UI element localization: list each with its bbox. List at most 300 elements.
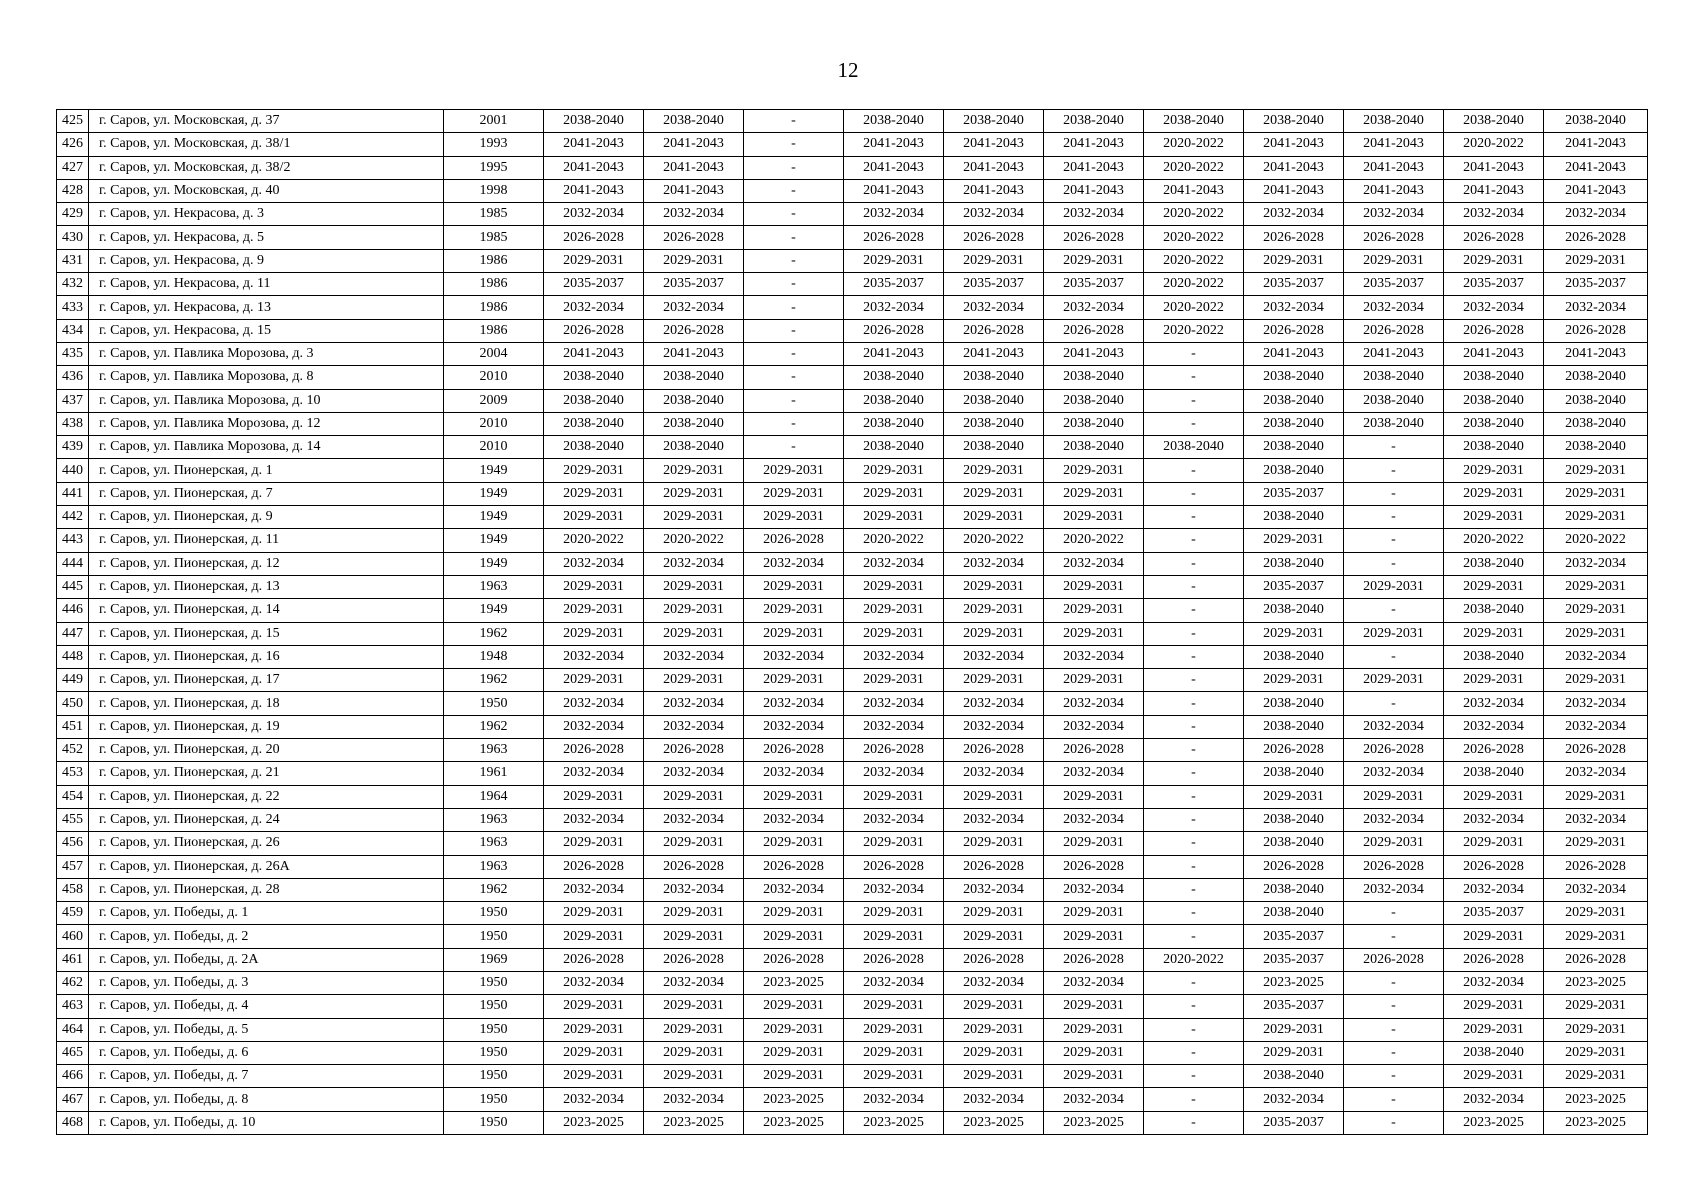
period-cell: -	[744, 249, 844, 272]
period-cell: 2035-2037	[1244, 948, 1344, 971]
period-cell: 2032-2034	[844, 762, 944, 785]
period-cell: 2032-2034	[1544, 878, 1648, 901]
period-cell: 2038-2040	[1244, 645, 1344, 668]
period-cell: 2032-2034	[644, 762, 744, 785]
address-cell: г. Саров, ул. Победы, д. 10	[89, 1111, 444, 1134]
table-row	[57, 552, 1648, 575]
period-cell: 2029-2031	[944, 995, 1044, 1018]
row-number-cell: 427	[57, 156, 89, 179]
period-cell: 2029-2031	[644, 785, 744, 808]
period-cell: 2029-2031	[544, 575, 644, 598]
address-cell: г. Саров, ул. Победы, д. 1	[89, 902, 444, 925]
period-cell: 2023-2025	[1544, 971, 1648, 994]
period-cell: -	[744, 436, 844, 459]
period-cell: 2038-2040	[1344, 389, 1444, 412]
table-row	[57, 645, 1648, 668]
period-cell: 2029-2031	[944, 622, 1044, 645]
period-cell: 2041-2043	[844, 342, 944, 365]
period-cell: 2041-2043	[544, 156, 644, 179]
period-cell: 2038-2040	[1544, 436, 1648, 459]
address-cell: г. Саров, ул. Пионерская, д. 20	[89, 739, 444, 762]
period-cell: 2035-2037	[1544, 273, 1648, 296]
period-cell: 2038-2040	[944, 366, 1044, 389]
period-cell: 2029-2031	[1344, 785, 1444, 808]
period-cell: 2038-2040	[844, 110, 944, 133]
period-cell: 2038-2040	[1444, 389, 1544, 412]
page-number: 12	[837, 58, 859, 82]
period-cell: 2038-2040	[944, 389, 1044, 412]
period-cell: 2029-2031	[844, 925, 944, 948]
period-cell: -	[1344, 506, 1444, 529]
row-number-cell: 438	[57, 412, 89, 435]
year-cell: 1995	[444, 156, 544, 179]
period-cell: 2032-2034	[944, 645, 1044, 668]
period-cell: -	[1144, 412, 1244, 435]
table-row	[57, 203, 1648, 226]
period-cell: 2029-2031	[744, 1018, 844, 1041]
period-cell: 2029-2031	[844, 1041, 944, 1064]
period-cell: 2029-2031	[1544, 482, 1648, 505]
period-cell: 2035-2037	[1244, 995, 1344, 1018]
period-cell: -	[1144, 529, 1244, 552]
period-cell: 2026-2028	[1344, 739, 1444, 762]
period-cell: 2029-2031	[1444, 249, 1544, 272]
row-number-cell: 468	[57, 1111, 89, 1134]
period-cell: 2032-2034	[544, 203, 644, 226]
period-cell: 2038-2040	[1444, 366, 1544, 389]
period-cell: 2032-2034	[944, 808, 1044, 831]
table-row	[57, 925, 1648, 948]
period-cell: 2029-2031	[1044, 599, 1144, 622]
period-cell: -	[1144, 715, 1244, 738]
address-cell: г. Саров, ул. Пионерская, д. 26А	[89, 855, 444, 878]
address-cell: г. Саров, ул. Пионерская, д. 22	[89, 785, 444, 808]
row-number-cell: 452	[57, 739, 89, 762]
period-cell: 2026-2028	[1444, 855, 1544, 878]
year-cell: 1963	[444, 739, 544, 762]
period-cell: 2038-2040	[844, 389, 944, 412]
period-cell: 2032-2034	[1544, 762, 1648, 785]
row-number-cell: 434	[57, 319, 89, 342]
period-cell: 2032-2034	[744, 552, 844, 575]
table-row	[57, 971, 1648, 994]
period-cell: 2029-2031	[644, 482, 744, 505]
period-cell: 2020-2022	[1144, 203, 1244, 226]
period-cell: 2029-2031	[644, 1018, 744, 1041]
period-cell: 2029-2031	[1244, 1018, 1344, 1041]
period-cell: 2038-2040	[544, 366, 644, 389]
period-cell: 2032-2034	[544, 645, 644, 668]
row-number-cell: 446	[57, 599, 89, 622]
period-cell: 2038-2040	[1244, 902, 1344, 925]
period-cell: 2032-2034	[744, 645, 844, 668]
period-cell: 2029-2031	[744, 459, 844, 482]
address-cell: г. Саров, ул. Пионерская, д. 17	[89, 669, 444, 692]
period-cell: 2026-2028	[544, 319, 644, 342]
period-cell: 2032-2034	[1044, 715, 1144, 738]
period-cell: 2026-2028	[1044, 855, 1144, 878]
period-cell: 2038-2040	[644, 366, 744, 389]
period-cell: 2041-2043	[1044, 179, 1144, 202]
period-cell: 2029-2031	[1044, 925, 1144, 948]
row-number-cell: 437	[57, 389, 89, 412]
period-cell: 2026-2028	[744, 948, 844, 971]
period-cell: 2032-2034	[1544, 296, 1648, 319]
period-cell: 2041-2043	[644, 179, 744, 202]
period-cell: 2029-2031	[1544, 622, 1648, 645]
period-cell: 2029-2031	[844, 599, 944, 622]
period-cell: 2032-2034	[544, 692, 644, 715]
period-cell: 2026-2028	[744, 529, 844, 552]
period-cell: 2020-2022	[1144, 296, 1244, 319]
year-cell: 2010	[444, 412, 544, 435]
row-number-cell: 466	[57, 1065, 89, 1088]
row-number-cell: 439	[57, 436, 89, 459]
period-cell: 2032-2034	[1044, 645, 1144, 668]
address-cell: г. Саров, ул. Московская, д. 38/2	[89, 156, 444, 179]
period-cell: 2020-2022	[1144, 273, 1244, 296]
period-cell: 2032-2034	[944, 971, 1044, 994]
period-cell: 2032-2034	[844, 203, 944, 226]
year-cell: 2009	[444, 389, 544, 412]
year-cell: 1949	[444, 599, 544, 622]
period-cell: -	[1344, 436, 1444, 459]
period-cell: 2038-2040	[1044, 412, 1144, 435]
period-cell: 2026-2028	[844, 948, 944, 971]
period-cell: 2032-2034	[1544, 645, 1648, 668]
period-cell: 2035-2037	[1244, 482, 1344, 505]
period-cell: 2026-2028	[644, 319, 744, 342]
period-cell: -	[1344, 645, 1444, 668]
period-cell: 2032-2034	[1344, 762, 1444, 785]
period-cell: 2029-2031	[944, 575, 1044, 598]
period-cell: 2029-2031	[944, 482, 1044, 505]
period-cell: 2029-2031	[844, 482, 944, 505]
period-cell: 2035-2037	[1244, 925, 1344, 948]
period-cell: -	[1344, 482, 1444, 505]
row-number-cell: 430	[57, 226, 89, 249]
table-row	[57, 715, 1648, 738]
table-row	[57, 342, 1648, 365]
period-cell: 2041-2043	[544, 342, 644, 365]
period-cell: 2029-2031	[1344, 669, 1444, 692]
period-cell: 2035-2037	[1444, 902, 1544, 925]
period-cell: 2038-2040	[944, 110, 1044, 133]
period-cell: 2029-2031	[844, 832, 944, 855]
period-cell: -	[1344, 692, 1444, 715]
row-number-cell: 435	[57, 342, 89, 365]
table-row	[57, 808, 1648, 831]
period-cell: 2038-2040	[1244, 110, 1344, 133]
period-cell: 2029-2031	[1044, 1018, 1144, 1041]
table-row	[57, 459, 1648, 482]
address-cell: г. Саров, ул. Московская, д. 38/1	[89, 133, 444, 156]
period-cell: 2029-2031	[1544, 459, 1648, 482]
table-row	[57, 1088, 1648, 1111]
period-cell: 2032-2034	[644, 296, 744, 319]
period-cell: 2029-2031	[1544, 506, 1648, 529]
period-cell: -	[1344, 599, 1444, 622]
period-cell: 2041-2043	[1444, 342, 1544, 365]
row-number-cell: 459	[57, 902, 89, 925]
period-cell: 2038-2040	[1544, 110, 1648, 133]
period-cell: 2032-2034	[1044, 1088, 1144, 1111]
row-number-cell: 447	[57, 622, 89, 645]
period-cell: 2029-2031	[1444, 669, 1544, 692]
row-number-cell: 450	[57, 692, 89, 715]
table-row	[57, 1065, 1648, 1088]
table-row	[57, 296, 1648, 319]
period-cell: 2032-2034	[1444, 715, 1544, 738]
period-cell: -	[1344, 1065, 1444, 1088]
period-cell: 2032-2034	[744, 715, 844, 738]
period-cell: 2023-2025	[1044, 1111, 1144, 1134]
period-cell: 2038-2040	[544, 412, 644, 435]
period-cell: 2029-2031	[1244, 785, 1344, 808]
period-cell: 2029-2031	[1244, 529, 1344, 552]
period-cell: 2026-2028	[1544, 739, 1648, 762]
table-row	[57, 739, 1648, 762]
period-cell: 2029-2031	[644, 832, 744, 855]
period-cell: 2026-2028	[544, 855, 644, 878]
row-number-cell: 458	[57, 878, 89, 901]
period-cell: 2032-2034	[1544, 715, 1648, 738]
period-cell: 2023-2025	[1244, 971, 1344, 994]
period-cell: 2026-2028	[744, 855, 844, 878]
period-cell: 2032-2034	[1044, 762, 1144, 785]
period-cell: 2038-2040	[1244, 389, 1344, 412]
year-cell: 1962	[444, 878, 544, 901]
period-cell: 2035-2037	[544, 273, 644, 296]
table-row	[57, 389, 1648, 412]
period-cell: 2029-2031	[744, 785, 844, 808]
period-cell: -	[1144, 971, 1244, 994]
period-cell: -	[1344, 1111, 1444, 1134]
period-cell: 2038-2040	[1244, 599, 1344, 622]
table-row	[57, 1018, 1648, 1041]
row-number-cell: 461	[57, 948, 89, 971]
period-cell: -	[744, 133, 844, 156]
period-cell: 2029-2031	[1544, 1065, 1648, 1088]
period-cell: 2041-2043	[844, 156, 944, 179]
period-cell: 2038-2040	[1144, 436, 1244, 459]
period-cell: -	[1144, 739, 1244, 762]
row-number-cell: 433	[57, 296, 89, 319]
period-cell: -	[1344, 902, 1444, 925]
period-cell: 2029-2031	[644, 575, 744, 598]
period-cell: 2032-2034	[644, 1088, 744, 1111]
period-cell: 2041-2043	[944, 156, 1044, 179]
period-cell: 2026-2028	[1544, 948, 1648, 971]
period-cell: 2026-2028	[644, 226, 744, 249]
period-cell: 2029-2031	[1344, 249, 1444, 272]
period-cell: 2038-2040	[1244, 878, 1344, 901]
period-cell: 2041-2043	[1544, 342, 1648, 365]
year-cell: 1963	[444, 808, 544, 831]
row-number-cell: 463	[57, 995, 89, 1018]
period-cell: 2029-2031	[1044, 995, 1144, 1018]
period-cell: 2041-2043	[944, 342, 1044, 365]
period-cell: 2032-2034	[844, 645, 944, 668]
period-cell: 2026-2028	[744, 739, 844, 762]
year-cell: 1986	[444, 296, 544, 319]
address-cell: г. Саров, ул. Павлика Морозова, д. 10	[89, 389, 444, 412]
period-cell: 2029-2031	[744, 622, 844, 645]
address-cell: г. Саров, ул. Победы, д. 7	[89, 1065, 444, 1088]
period-cell: -	[1144, 366, 1244, 389]
period-cell: 2029-2031	[1544, 1041, 1648, 1064]
period-cell: 2023-2025	[644, 1111, 744, 1134]
period-cell: 2032-2034	[1044, 692, 1144, 715]
period-cell: 2032-2034	[544, 296, 644, 319]
period-cell: 2032-2034	[744, 878, 844, 901]
period-cell: 2029-2031	[1544, 249, 1648, 272]
period-cell: 2023-2025	[944, 1111, 1044, 1134]
period-cell: -	[1144, 459, 1244, 482]
year-cell: 1950	[444, 1088, 544, 1111]
period-cell: -	[1144, 482, 1244, 505]
period-cell: 2026-2028	[1244, 226, 1344, 249]
period-cell: 2032-2034	[644, 552, 744, 575]
period-cell: 2026-2028	[544, 948, 644, 971]
period-cell: 2032-2034	[1344, 203, 1444, 226]
period-cell: 2026-2028	[944, 855, 1044, 878]
table-row	[57, 669, 1648, 692]
period-cell: 2026-2028	[1444, 948, 1544, 971]
period-cell: 2026-2028	[1244, 739, 1344, 762]
period-cell: 2032-2034	[644, 971, 744, 994]
table-row	[57, 995, 1648, 1018]
period-cell: 2032-2034	[944, 203, 1044, 226]
table-row	[57, 1041, 1648, 1064]
period-cell: 2035-2037	[844, 273, 944, 296]
row-number-cell: 449	[57, 669, 89, 692]
period-cell: 2029-2031	[944, 459, 1044, 482]
period-cell: -	[1144, 1041, 1244, 1064]
address-cell: г. Саров, ул. Победы, д. 5	[89, 1018, 444, 1041]
table-row	[57, 110, 1648, 133]
period-cell: 2038-2040	[844, 436, 944, 459]
period-cell: 2038-2040	[1444, 1041, 1544, 1064]
period-cell: 2029-2031	[744, 599, 844, 622]
period-cell: 2029-2031	[744, 995, 844, 1018]
period-cell: 2029-2031	[644, 902, 744, 925]
period-cell: 2020-2022	[1144, 319, 1244, 342]
period-cell: 2038-2040	[1444, 762, 1544, 785]
period-cell: 2026-2028	[1544, 319, 1648, 342]
period-cell: 2038-2040	[1244, 459, 1344, 482]
period-cell: 2032-2034	[844, 552, 944, 575]
row-number-cell: 432	[57, 273, 89, 296]
period-cell: 2029-2031	[1444, 1065, 1544, 1088]
period-cell: 2026-2028	[844, 319, 944, 342]
period-cell: 2041-2043	[644, 133, 744, 156]
period-cell: 2029-2031	[1444, 785, 1544, 808]
row-number-cell: 428	[57, 179, 89, 202]
period-cell: 2029-2031	[844, 622, 944, 645]
period-cell: 2026-2028	[944, 948, 1044, 971]
address-cell: г. Саров, ул. Пионерская, д. 24	[89, 808, 444, 831]
period-cell: 2032-2034	[944, 715, 1044, 738]
period-cell: 2032-2034	[1444, 296, 1544, 319]
period-cell: 2029-2031	[544, 995, 644, 1018]
period-cell: -	[1144, 855, 1244, 878]
period-cell: 2029-2031	[1544, 832, 1648, 855]
table-row	[57, 506, 1648, 529]
address-cell: г. Саров, ул. Пионерская, д. 14	[89, 599, 444, 622]
period-cell: 2032-2034	[944, 296, 1044, 319]
period-cell: 2029-2031	[1444, 1018, 1544, 1041]
period-cell: 2026-2028	[544, 739, 644, 762]
period-cell: 2032-2034	[1044, 971, 1144, 994]
period-cell: 2041-2043	[1344, 156, 1444, 179]
period-cell: 2038-2040	[1044, 366, 1144, 389]
year-cell: 1949	[444, 459, 544, 482]
address-cell: г. Саров, ул. Победы, д. 8	[89, 1088, 444, 1111]
period-cell: 2032-2034	[1444, 878, 1544, 901]
period-cell: 2026-2028	[1344, 948, 1444, 971]
period-cell: 2032-2034	[1544, 552, 1648, 575]
period-cell: 2032-2034	[1544, 203, 1648, 226]
period-cell: 2029-2031	[944, 249, 1044, 272]
row-number-cell: 441	[57, 482, 89, 505]
period-cell: 2029-2031	[944, 669, 1044, 692]
period-cell: 2029-2031	[644, 995, 744, 1018]
address-cell: г. Саров, ул. Некрасова, д. 9	[89, 249, 444, 272]
year-cell: 2010	[444, 366, 544, 389]
year-cell: 1949	[444, 482, 544, 505]
address-cell: г. Саров, ул. Павлика Морозова, д. 3	[89, 342, 444, 365]
year-cell: 1950	[444, 1111, 544, 1134]
period-cell: -	[1144, 832, 1244, 855]
period-cell: 2026-2028	[544, 226, 644, 249]
period-cell: 2038-2040	[1244, 715, 1344, 738]
schedule-table	[56, 109, 1648, 1135]
period-cell: 2041-2043	[1344, 133, 1444, 156]
year-cell: 1950	[444, 902, 544, 925]
address-cell: г. Саров, ул. Пионерская, д. 1	[89, 459, 444, 482]
period-cell: 2029-2031	[644, 1041, 744, 1064]
period-cell: 2032-2034	[1444, 1088, 1544, 1111]
period-cell: 2023-2025	[744, 1111, 844, 1134]
period-cell: 2038-2040	[1444, 552, 1544, 575]
period-cell: 2023-2025	[544, 1111, 644, 1134]
period-cell: 2032-2034	[544, 762, 644, 785]
period-cell: 2029-2031	[544, 1041, 644, 1064]
period-cell: 2026-2028	[1444, 319, 1544, 342]
period-cell: 2026-2028	[644, 739, 744, 762]
period-cell: -	[1144, 342, 1244, 365]
year-cell: 1950	[444, 1065, 544, 1088]
period-cell: 2029-2031	[544, 482, 644, 505]
period-cell: 2026-2028	[944, 319, 1044, 342]
period-cell: 2038-2040	[1444, 599, 1544, 622]
address-cell: г. Саров, ул. Павлика Морозова, д. 14	[89, 436, 444, 459]
period-cell: 2026-2028	[1044, 739, 1144, 762]
period-cell: 2026-2028	[1444, 739, 1544, 762]
address-cell: г. Саров, ул. Некрасова, д. 13	[89, 296, 444, 319]
period-cell: 2029-2031	[1544, 599, 1648, 622]
table-row	[57, 832, 1648, 855]
period-cell: 2038-2040	[1544, 412, 1648, 435]
period-cell: 2032-2034	[844, 1088, 944, 1111]
period-cell: 2023-2025	[844, 1111, 944, 1134]
period-cell: 2029-2031	[744, 1065, 844, 1088]
period-cell: 2032-2034	[944, 552, 1044, 575]
period-cell: 2032-2034	[844, 808, 944, 831]
period-cell: 2020-2022	[1444, 529, 1544, 552]
period-cell: 2023-2025	[1544, 1111, 1648, 1134]
